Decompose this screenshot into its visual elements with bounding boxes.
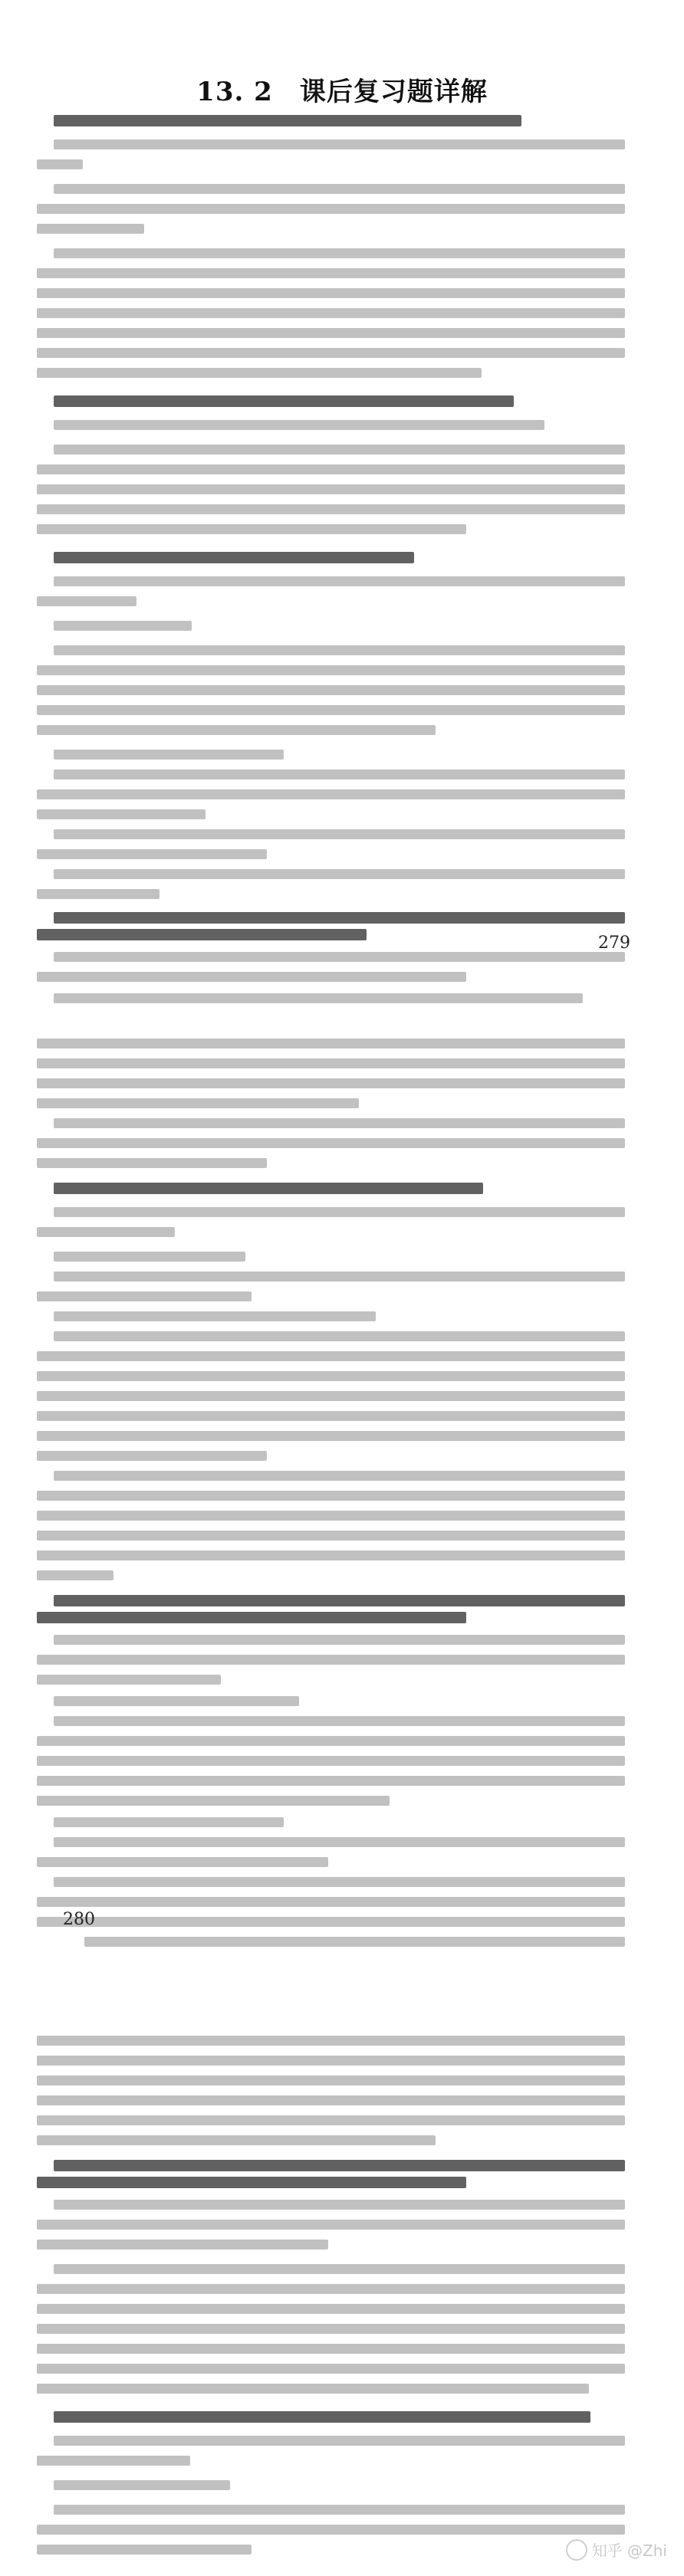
page-279 xyxy=(0,0,684,1016)
text-line xyxy=(37,308,625,318)
text-line xyxy=(54,2505,625,2515)
text-line xyxy=(37,268,625,278)
text-line xyxy=(37,1451,267,1461)
text-line xyxy=(37,972,466,982)
text-line xyxy=(54,2480,230,2490)
text-line xyxy=(54,645,625,655)
text-line xyxy=(37,1371,625,1381)
text-line xyxy=(54,1696,299,1706)
text-line xyxy=(37,1511,625,1521)
text-line xyxy=(54,576,625,586)
text-line xyxy=(37,1491,625,1501)
text-line xyxy=(37,1227,175,1237)
text-line xyxy=(54,1118,625,1128)
text-line xyxy=(37,2036,625,2046)
text-line xyxy=(37,809,206,819)
text-line xyxy=(54,1471,625,1481)
text-line xyxy=(37,849,267,859)
text-line xyxy=(84,1937,625,1947)
question-line xyxy=(37,929,367,940)
text-line xyxy=(37,1857,328,1867)
text-line xyxy=(37,368,482,378)
text-line xyxy=(54,869,625,879)
text-line xyxy=(37,789,625,799)
text-line xyxy=(37,1776,625,1786)
watermark-text: 知乎 @Zhi xyxy=(591,2542,667,2560)
text-line xyxy=(37,204,625,214)
text-line xyxy=(37,2115,625,2125)
text-line xyxy=(54,1716,625,1726)
text-line xyxy=(54,1252,245,1262)
text-line xyxy=(54,445,625,454)
text-line xyxy=(37,1897,625,1907)
text-line xyxy=(37,159,83,169)
text-line xyxy=(54,2264,625,2274)
watermark xyxy=(566,2538,667,2561)
text-line xyxy=(37,1291,252,1301)
text-line xyxy=(54,1272,625,1281)
text-line xyxy=(37,1078,625,1088)
text-line xyxy=(37,2240,328,2249)
text-line xyxy=(37,1796,390,1806)
text-line xyxy=(37,596,136,606)
text-line xyxy=(37,504,625,514)
text-line xyxy=(54,621,192,631)
text-line xyxy=(37,2384,589,2394)
text-line xyxy=(37,1655,625,1665)
text-line xyxy=(37,1756,625,1766)
text-line xyxy=(37,889,159,899)
text-line xyxy=(37,2344,625,2354)
question-line xyxy=(54,395,514,407)
text-line xyxy=(37,1039,625,1048)
page-280 xyxy=(0,1016,684,1985)
text-line xyxy=(37,1391,625,1401)
text-line xyxy=(37,705,625,715)
text-line xyxy=(54,1207,625,1217)
text-line xyxy=(37,1736,625,1746)
text-line xyxy=(37,1531,625,1541)
text-line xyxy=(37,1411,625,1421)
text-line xyxy=(37,1917,625,1927)
text-line xyxy=(37,1138,625,1148)
text-line xyxy=(54,1877,625,1887)
text-line xyxy=(37,1351,625,1361)
text-line xyxy=(37,2364,625,2374)
text-line xyxy=(37,1431,625,1441)
text-line xyxy=(37,2456,190,2466)
question-line xyxy=(54,912,625,924)
section-title: 13. 2 课后复习题详解 xyxy=(196,77,488,107)
text-line xyxy=(37,665,625,675)
text-line xyxy=(37,1158,267,1168)
question-line xyxy=(54,1183,483,1194)
question-line xyxy=(54,1595,625,1606)
text-line xyxy=(37,1058,625,1068)
text-line xyxy=(37,348,625,358)
text-line xyxy=(37,2545,252,2555)
text-line xyxy=(37,2095,625,2105)
text-line xyxy=(54,993,583,1003)
text-line xyxy=(54,750,284,760)
text-line xyxy=(37,2304,625,2314)
text-line xyxy=(37,328,625,338)
text-line xyxy=(54,420,544,430)
text-line xyxy=(54,248,625,258)
text-line xyxy=(37,2525,625,2535)
page-281 xyxy=(0,1985,684,2576)
text-line xyxy=(54,829,625,839)
question-line xyxy=(37,1612,466,1623)
text-line xyxy=(54,770,625,779)
text-line xyxy=(37,1675,221,1685)
text-line xyxy=(54,2436,625,2446)
text-line xyxy=(37,725,436,735)
text-line xyxy=(37,484,625,494)
question-line xyxy=(54,552,414,563)
text-line xyxy=(37,2220,625,2230)
text-line xyxy=(54,139,625,149)
text-line xyxy=(54,1331,625,1341)
text-line xyxy=(54,1817,284,1827)
text-line xyxy=(37,1570,113,1580)
question-line xyxy=(54,2411,590,2423)
text-line xyxy=(54,2200,625,2210)
text-line xyxy=(37,1551,625,1560)
text-line xyxy=(37,288,625,298)
text-line xyxy=(37,2284,625,2294)
text-line xyxy=(37,464,625,474)
text-line xyxy=(54,1837,625,1847)
text-line xyxy=(54,1311,376,1321)
text-line xyxy=(54,1635,625,1645)
question-line xyxy=(54,2160,625,2171)
page-number: 279 xyxy=(598,934,630,953)
text-line xyxy=(54,184,625,194)
text-line xyxy=(37,2135,436,2145)
text-line xyxy=(37,685,625,695)
text-line xyxy=(37,224,144,234)
text-line xyxy=(37,524,466,534)
text-line xyxy=(54,952,625,962)
text-line xyxy=(37,1098,359,1108)
question-line xyxy=(37,2177,466,2188)
text-line xyxy=(37,2324,625,2334)
text-line xyxy=(37,2076,625,2085)
wechat-logo-icon xyxy=(566,2539,587,2561)
page-number: 280 xyxy=(63,1910,95,1929)
question-line xyxy=(54,115,521,126)
text-line xyxy=(37,2056,625,2066)
